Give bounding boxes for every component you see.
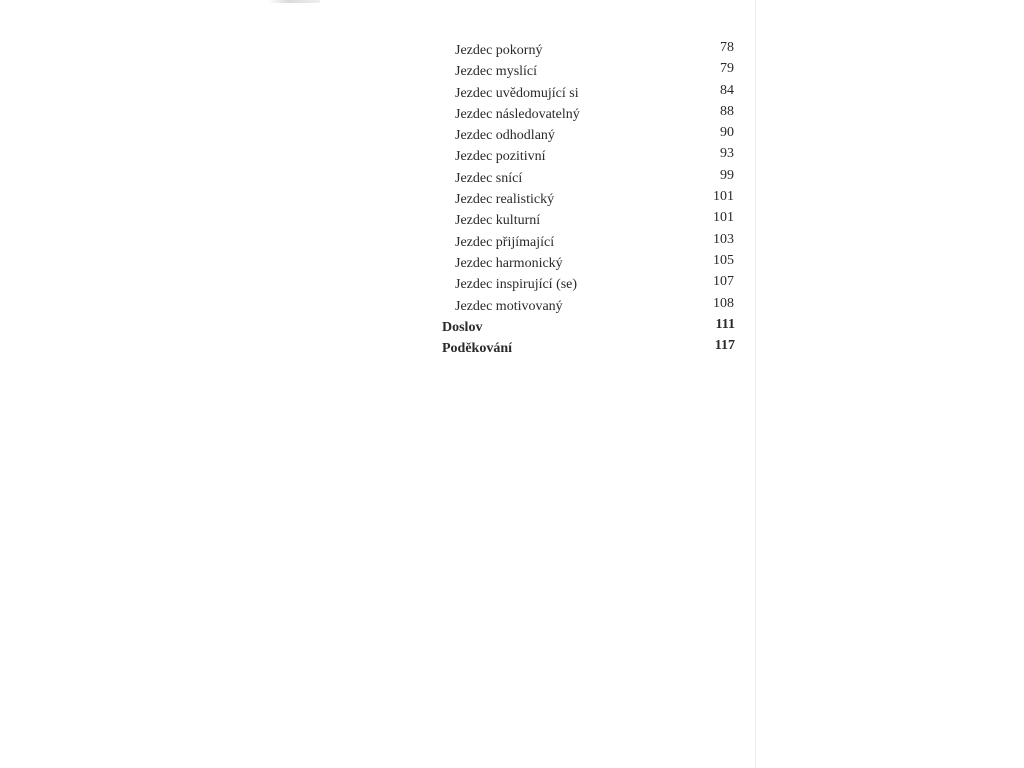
toc-entry-page: 78: [720, 40, 734, 55]
toc-entry-page: 93: [720, 146, 734, 162]
toc-chapter-page: 117: [714, 338, 735, 354]
toc-entry-title: Jezdec harmonický: [455, 255, 563, 271]
scan-edge-shadow: [268, 0, 321, 3]
toc-entry-title: Jezdec následovatelný: [455, 106, 580, 122]
toc-entry: [440, 83, 736, 104]
toc-chapter-page: 111: [715, 316, 735, 332]
page-edge-line: [755, 0, 756, 768]
toc-entry-title: Jezdec kulturní: [455, 213, 541, 229]
toc-entry: [440, 40, 736, 61]
toc-entry-page: 90: [720, 125, 734, 141]
toc-entry: [440, 253, 736, 274]
toc-entry-title: Jezdec realistický: [455, 192, 555, 208]
toc-entry-title: Jezdec pozitivní: [455, 149, 546, 165]
toc-chapter-title: Doslov: [442, 319, 483, 335]
toc-entry-page: 79: [720, 61, 734, 77]
toc-entry: [440, 125, 736, 146]
toc-chapter-title: Poděkování: [442, 341, 513, 357]
toc-entry-title: Jezdec odhodlaný: [455, 128, 555, 144]
toc-entry-page: 99: [720, 167, 734, 183]
toc-entry-title: Jezdec pokorný: [455, 43, 543, 58]
toc-entry-page: 84: [720, 82, 734, 98]
toc-entry: [440, 274, 736, 295]
toc-entry-title: Jezdec inspirující (se): [455, 277, 578, 293]
toc-chapter: [440, 338, 736, 359]
table-of-contents: [440, 40, 736, 359]
toc-chapter: [440, 317, 736, 338]
toc-entry-title: Jezdec přijímající: [455, 234, 555, 250]
toc-entry: [440, 189, 736, 210]
toc-entry-page: 105: [713, 252, 734, 268]
toc-entry-page: 101: [713, 210, 734, 226]
toc-entry-title: Jezdec uvědomující si: [455, 85, 579, 101]
toc-entry-page: 88: [720, 103, 734, 119]
toc-entry: [440, 232, 736, 253]
toc-entry: [440, 61, 736, 82]
toc-entry-page: 108: [713, 295, 734, 311]
toc-entry-page: 101: [713, 189, 734, 205]
toc-entry: [440, 296, 736, 317]
toc-entry: [440, 146, 736, 167]
toc-entry: [440, 104, 736, 125]
toc-entry-title: Jezdec motivovaný: [455, 298, 563, 314]
toc-entry: [440, 168, 736, 189]
toc-entry: [440, 210, 736, 231]
toc-entry-page: 107: [713, 274, 734, 290]
toc-entry-title: Jezdec myslící: [455, 64, 538, 80]
toc-entry-page: 103: [713, 231, 734, 247]
toc-entry-title: Jezdec snící: [455, 170, 523, 186]
